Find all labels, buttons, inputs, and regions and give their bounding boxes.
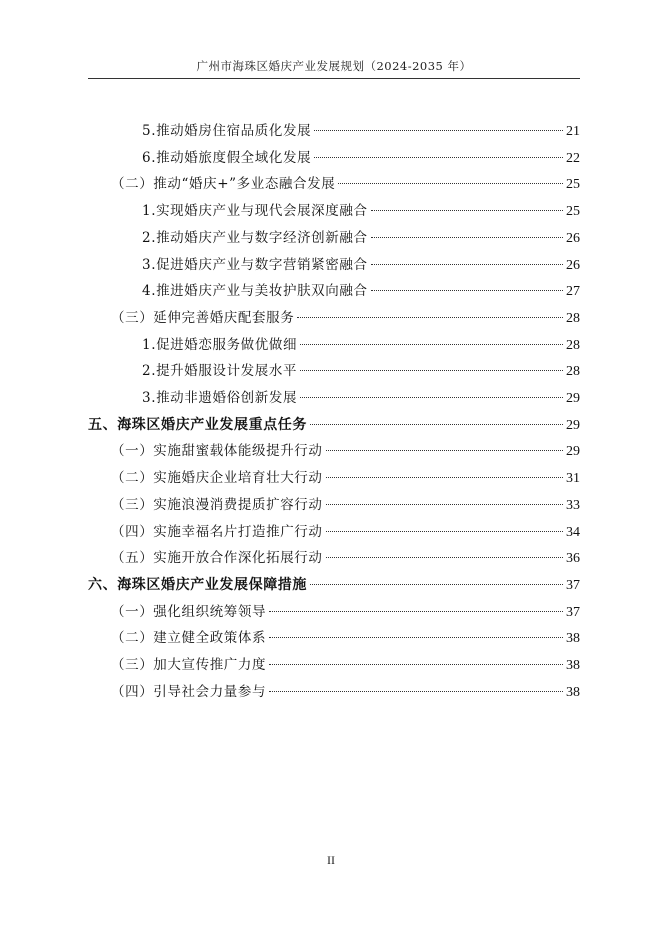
- toc-leader-dots: [326, 450, 564, 451]
- toc-entry-title: （三）延伸完善婚庆配套服务: [111, 309, 295, 326]
- toc-entry[interactable]: [88, 572, 580, 599]
- toc-entry-title: 1.促进婚恋服务做优做细: [142, 336, 298, 353]
- toc-entry-title: 五、海珠区婚庆产业发展重点任务: [88, 416, 307, 433]
- toc-entry-page: 28: [566, 310, 580, 326]
- running-header: 广州市海珠区婚庆产业发展规划（2024-2035 年）: [196, 59, 472, 73]
- toc-entry[interactable]: [111, 305, 580, 332]
- toc-entry-page: 38: [566, 631, 580, 647]
- toc-entry-title: 2.推动婚庆产业与数字经济创新融合: [142, 229, 368, 246]
- toc-entry-title: （二）推动“婚庆+”多业态融合发展: [111, 176, 336, 193]
- toc-entry[interactable]: [142, 332, 580, 359]
- toc-entry-page: 37: [566, 577, 580, 593]
- toc-entry-title: 六、海珠区婚庆产业发展保障措施: [88, 576, 307, 593]
- toc-entry-title: 6.推动婚旅度假全域化发展: [142, 149, 312, 166]
- toc-entry-page: 22: [566, 150, 580, 166]
- toc-leader-dots: [371, 237, 563, 238]
- toc-entry[interactable]: [111, 171, 580, 198]
- toc-entry-title: （三）加大宣传推广力度: [111, 657, 267, 673]
- page-number: II: [327, 853, 335, 867]
- toc-entry-page: 29: [566, 444, 580, 460]
- toc-leader-dots: [314, 130, 563, 131]
- toc-entry[interactable]: [142, 358, 580, 385]
- toc-entry-title: 1.实现婚庆产业与现代会展深度融合: [142, 203, 368, 220]
- toc-entry[interactable]: [142, 225, 580, 252]
- toc-entry-page: 28: [566, 337, 580, 353]
- toc-entry[interactable]: [111, 599, 580, 626]
- toc-entry-page: 38: [566, 658, 580, 673]
- toc-leader-dots: [338, 183, 563, 184]
- toc-entry-page: 28: [566, 364, 580, 380]
- toc-entry[interactable]: [142, 385, 580, 412]
- toc-entry-title: 2.提升婚服设计发展水平: [142, 363, 298, 380]
- toc-entry[interactable]: [111, 545, 580, 572]
- toc-leader-dots: [310, 424, 563, 425]
- toc-leader-dots: [371, 264, 563, 265]
- toc-leader-dots: [300, 397, 563, 398]
- toc-leader-dots: [326, 557, 564, 558]
- toc-leader-dots: [269, 637, 563, 638]
- toc-entry[interactable]: [142, 145, 580, 172]
- toc-leader-dots: [300, 370, 563, 371]
- toc-entry-page: 29: [566, 417, 580, 433]
- toc-leader-dots: [269, 611, 563, 612]
- toc-entry[interactable]: [142, 252, 580, 279]
- toc-entry[interactable]: [88, 412, 580, 439]
- toc-leader-dots: [300, 344, 563, 345]
- toc-entry-title: 5.推动婚房住宿品质化发展: [142, 123, 312, 139]
- toc-entry[interactable]: [111, 438, 580, 465]
- toc-entry-title: （二）实施婚庆企业培育壮大行动: [111, 470, 323, 487]
- toc-entry-title: （五）实施开放合作深化拓展行动: [111, 550, 323, 567]
- toc-leader-dots: [269, 691, 563, 692]
- toc-entry-title: （二）建立健全政策体系: [111, 630, 267, 647]
- toc-entry-title: （三）实施浪漫消费提质扩容行动: [111, 496, 323, 513]
- toc-leader-dots: [269, 664, 563, 665]
- toc-entry-page: 37: [566, 604, 580, 620]
- toc-entry-title: （四）实施幸福名片打造推广行动: [111, 523, 323, 540]
- toc-entry-page: 36: [566, 551, 580, 567]
- toc-entry[interactable]: [142, 198, 580, 225]
- toc-entry-page: 33: [566, 497, 580, 513]
- toc-entry-title: （四）引导社会力量参与: [111, 683, 267, 700]
- toc-entry[interactable]: [142, 118, 580, 145]
- toc-entry-page: 34: [566, 524, 580, 540]
- toc-leader-dots: [326, 504, 564, 505]
- toc-leader-dots: [297, 317, 563, 318]
- toc-leader-dots: [371, 290, 563, 291]
- toc-leader-dots: [326, 477, 564, 478]
- toc-entry-title: 3.促进婚庆产业与数字营销紧密融合: [142, 256, 368, 273]
- toc-entry-page: 25: [566, 177, 580, 193]
- toc-entry-title: （一）强化组织统筹领导: [111, 603, 267, 620]
- toc-entry[interactable]: [111, 625, 580, 652]
- toc-leader-dots: [326, 531, 564, 532]
- toc-entry-title: 4.推进婚庆产业与美妆护肤双向融合: [142, 283, 368, 300]
- toc-leader-dots: [371, 210, 563, 211]
- toc-entry-page: 25: [566, 204, 580, 220]
- toc-entry-page: 26: [566, 257, 580, 273]
- toc-entry-title: （一）实施甜蜜载体能级提升行动: [111, 443, 323, 460]
- toc-entry[interactable]: [111, 492, 580, 519]
- toc-entry-page: 29: [566, 391, 580, 406]
- toc-entry[interactable]: [142, 278, 580, 305]
- toc-entry-page: 27: [566, 284, 580, 300]
- toc-entry[interactable]: [111, 465, 580, 492]
- toc-leader-dots: [310, 584, 563, 585]
- toc-entry[interactable]: [111, 679, 580, 706]
- toc-entry-title: 3.推动非遗婚俗创新发展: [142, 390, 298, 406]
- toc-entry-page: 31: [566, 471, 580, 487]
- toc-entry-page: 26: [566, 230, 580, 246]
- toc-entry-page: 38: [566, 684, 580, 700]
- toc-entry[interactable]: [111, 652, 580, 679]
- toc-leader-dots: [314, 157, 563, 158]
- toc-entry[interactable]: [111, 519, 580, 546]
- header-rule: [88, 78, 580, 79]
- toc-entry-page: 21: [566, 124, 580, 139]
